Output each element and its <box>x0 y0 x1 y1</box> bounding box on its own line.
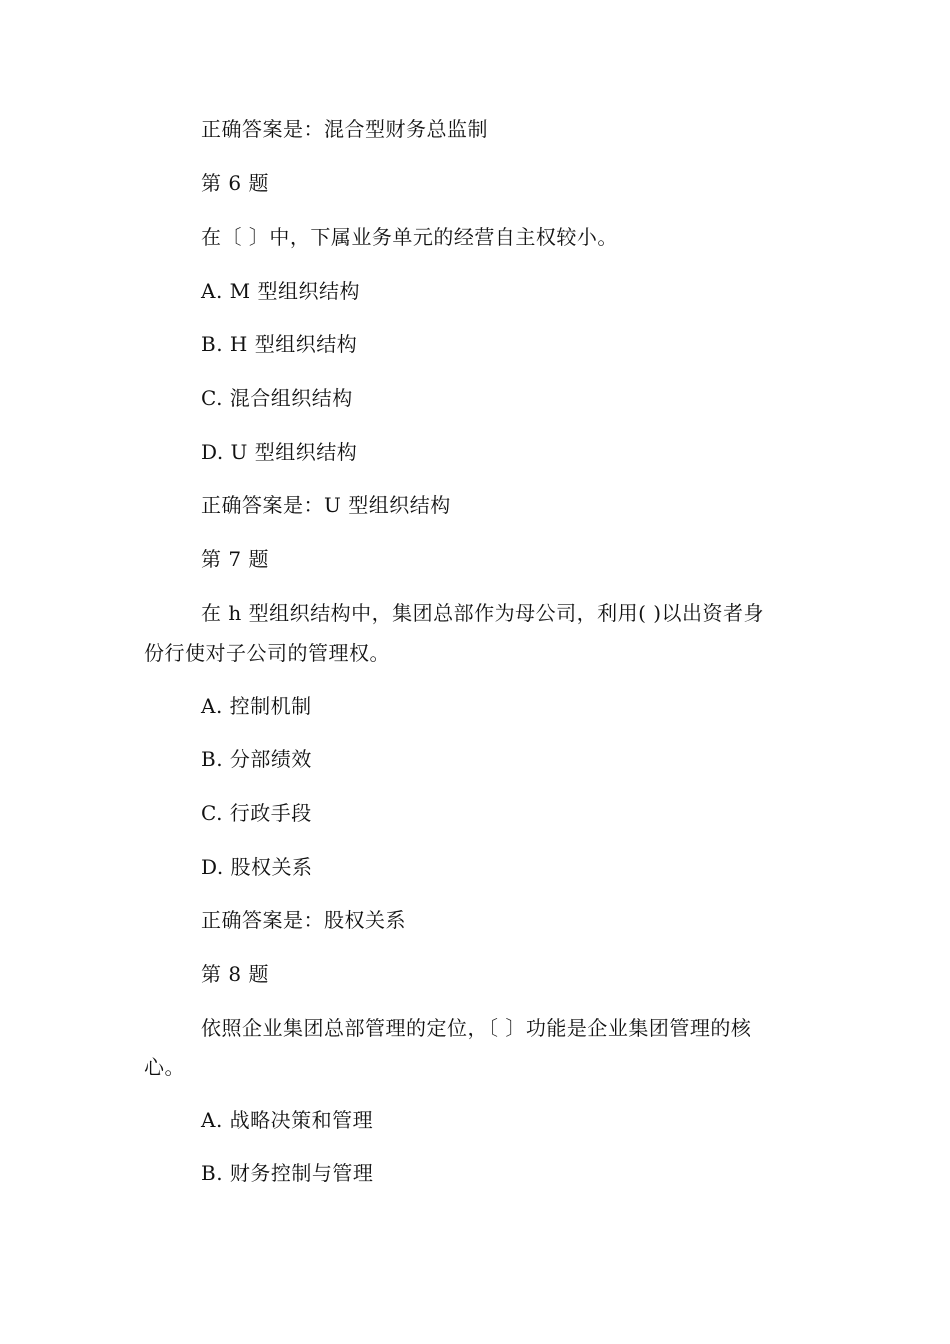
question-7-option-d: D. 股权关系 <box>201 855 313 879</box>
question-6-number: 第 6 题 <box>201 171 269 195</box>
previous-answer: 正确答案是：混合型财务总监制 <box>201 117 488 141</box>
question-8-number: 第 8 题 <box>201 962 269 986</box>
question-8-stem-line-2: 心。 <box>144 1055 185 1079</box>
question-7-option-b: B. 分部绩效 <box>201 747 312 771</box>
question-8-option-b: B. 财务控制与管理 <box>201 1161 374 1185</box>
question-6-stem: 在〔 〕中，下属业务单元的经营自主权较小。 <box>201 225 618 249</box>
question-6-option-b: B. H 型组织结构 <box>201 332 358 356</box>
question-6-option-a: A. M 型组织结构 <box>201 279 360 303</box>
question-6-option-d: D. U 型组织结构 <box>201 440 358 464</box>
question-6-answer: 正确答案是：U 型组织结构 <box>201 493 451 517</box>
question-7-option-a: A. 控制机制 <box>201 694 312 718</box>
question-7-answer: 正确答案是：股权关系 <box>201 908 406 932</box>
question-6-option-c: C. 混合组织结构 <box>201 386 353 410</box>
question-8-option-a: A. 战略决策和管理 <box>201 1108 374 1132</box>
question-8-stem-line-1: 依照企业集团总部管理的定位，〔 〕功能是企业集团管理的核 <box>201 1016 752 1040</box>
question-7-stem-line-2: 份行使对子公司的管理权。 <box>144 641 390 665</box>
question-7-number: 第 7 题 <box>201 547 269 571</box>
question-7-stem-line-1: 在 h 型组织结构中，集团总部作为母公司，利用( )以出资者身 <box>201 601 765 625</box>
question-7-option-c: C. 行政手段 <box>201 801 312 825</box>
